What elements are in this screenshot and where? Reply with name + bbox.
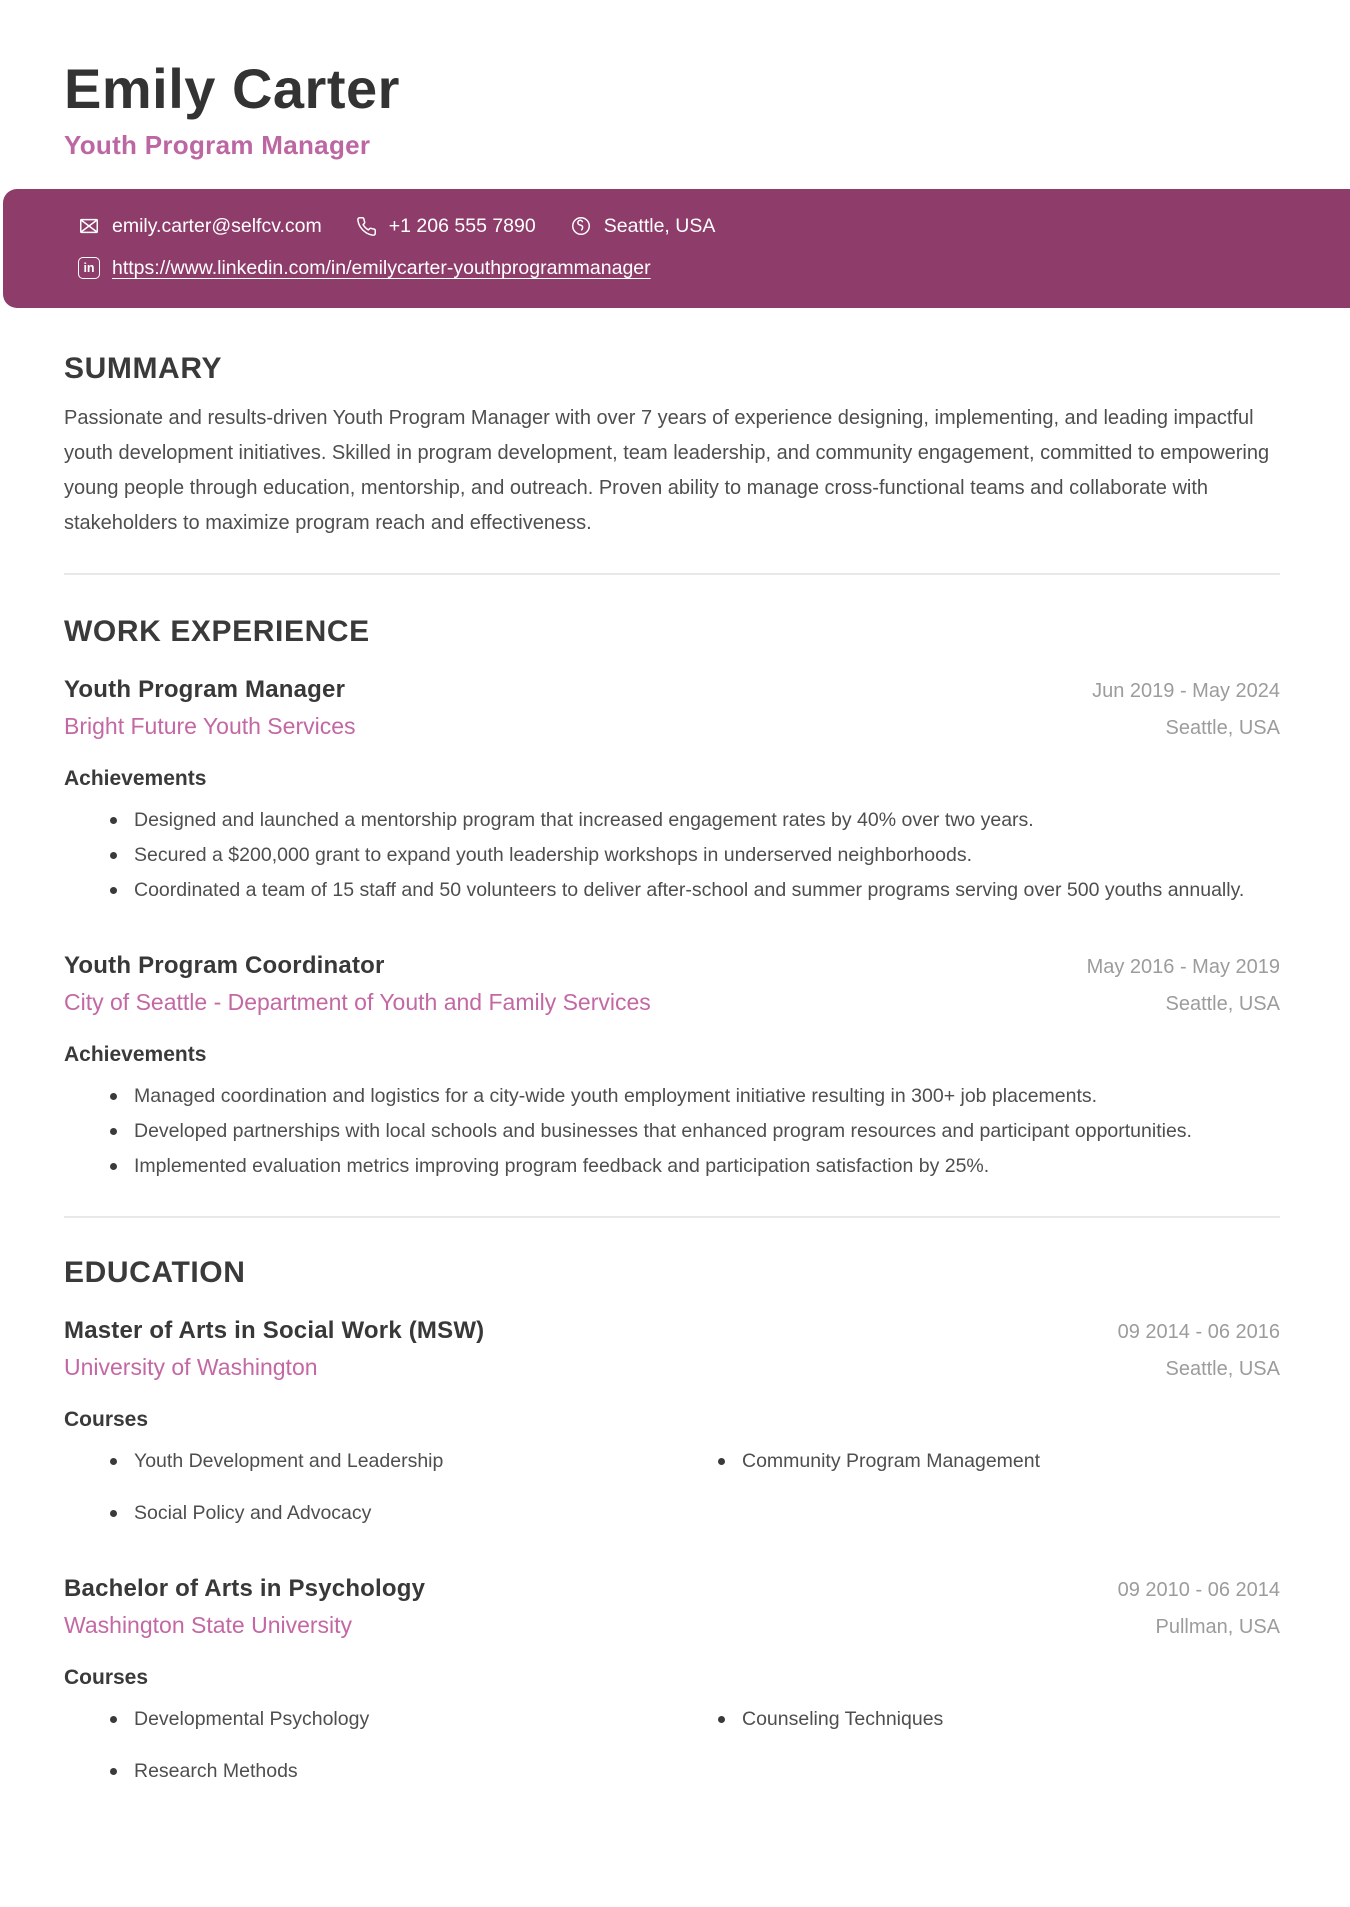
- course-item: Counseling Techniques: [672, 1702, 1280, 1737]
- contact-phone: [356, 215, 536, 238]
- degree-list: [64, 1317, 1280, 1789]
- work-experience-section: [0, 615, 1350, 1184]
- job-title: Youth Program Coordinator: [64, 951, 385, 979]
- globe-icon: [570, 215, 592, 237]
- contact-location: [570, 215, 716, 238]
- section-divider: [64, 573, 1280, 575]
- contact-email-text: emily.carter@selfcv.com: [112, 214, 322, 237]
- course-item: Research Methods: [64, 1754, 672, 1789]
- degree-dates: 09 2014 - 06 2016: [1117, 1320, 1280, 1343]
- achievement-item: Implemented evaluation metrics improving program feedback and participation satisfaction by 25%.: [64, 1149, 1280, 1184]
- course-item: Community Program Management: [672, 1444, 1280, 1479]
- achievement-list: [64, 1079, 1280, 1184]
- achievements-label: Achievements: [64, 766, 207, 790]
- contact-location-text: Seattle, USA: [603, 214, 716, 237]
- achievement-item: Coordinated a team of 15 staff and 50 volunteers to deliver after-school and summer programs serving over 500 youths annually.: [64, 873, 1280, 908]
- person-name: Emily Carter: [64, 57, 400, 120]
- job-company: City of Seattle - Department of Youth and Family Services: [64, 988, 651, 1015]
- education-heading: EDUCATION: [64, 1255, 246, 1289]
- job-title: Youth Program Manager: [64, 675, 346, 703]
- achievement-item: Designed and launched a mentorship program that increased engagement rates by 40% over two years.: [64, 803, 1280, 838]
- achievement-item: Secured a $200,000 grant to expand youth leadership workshops in underserved neighborhoods.: [64, 838, 1280, 873]
- job-dates: Jun 2019 - May 2024: [1092, 679, 1280, 702]
- phone-icon: [356, 216, 377, 237]
- linkedin-link[interactable]: https://www.linkedin.com/in/emilycarter-youthprogrammanager: [112, 256, 651, 279]
- envelope-icon: [78, 215, 100, 237]
- job-location: Seattle, USA: [1165, 992, 1280, 1015]
- linkedin-in-icon: in: [78, 257, 100, 279]
- degree-dates: 09 2010 - 06 2014: [1117, 1578, 1280, 1601]
- courses-label: Courses: [64, 1665, 149, 1689]
- section-divider: [64, 1216, 1280, 1218]
- contact-row-primary: [78, 215, 1310, 238]
- degree-location: Seattle, USA: [1165, 1357, 1280, 1380]
- education-section: [0, 1256, 1350, 1789]
- contact-phone-text: +1 206 555 7890: [388, 214, 536, 237]
- job-list: [64, 676, 1280, 1184]
- summary-heading: SUMMARY: [64, 351, 223, 385]
- course-list: [64, 1702, 1280, 1789]
- job-entry: [64, 952, 1280, 1184]
- job-location: Seattle, USA: [1165, 716, 1280, 739]
- degree-entry: [64, 1317, 1280, 1531]
- resume-header: [0, 0, 1350, 161]
- person-job-title: Youth Program Manager: [64, 129, 371, 160]
- job-entry: [64, 676, 1280, 908]
- course-item: Developmental Psychology: [64, 1702, 672, 1737]
- course-item: Youth Development and Leadership: [64, 1444, 672, 1479]
- job-dates: May 2016 - May 2019: [1086, 955, 1280, 978]
- degree-title: Bachelor of Arts in Psychology: [64, 1574, 426, 1602]
- contact-email: [78, 215, 322, 238]
- degree-school: Washington State University: [64, 1611, 353, 1638]
- course-item: Social Policy and Advocacy: [64, 1496, 672, 1531]
- contact-linkedin: [78, 257, 651, 280]
- achievement-list: [64, 803, 1280, 908]
- achievement-item: Managed coordination and logistics for a city-wide youth employment initiative resulting in 300+ job placements.: [64, 1079, 1280, 1114]
- contact-bar: [3, 189, 1350, 308]
- achievements-label: Achievements: [64, 1042, 207, 1066]
- work-experience-heading: WORK EXPERIENCE: [64, 614, 370, 648]
- job-company: Bright Future Youth Services: [64, 712, 356, 739]
- summary-section: [0, 352, 1350, 541]
- degree-title: Master of Arts in Social Work (MSW): [64, 1316, 485, 1344]
- contact-row-secondary: [78, 257, 1310, 280]
- summary-text: Passionate and results-driven Youth Program Manager with over 7 years of experience designing, implementing, and leading impactful youth development initiatives. Skilled in program development, team leadership, and community engagement, committed to empowering young people through education, mentorship, and outreach. Proven ability to manage cross-functional teams and collaborate with stakeholders to maximize program reach and effectiveness.: [64, 406, 1270, 534]
- degree-entry: [64, 1575, 1280, 1789]
- degree-school: University of Washington: [64, 1353, 318, 1380]
- achievement-item: Developed partnerships with local schools and businesses that enhanced program resources and participant opportunities.: [64, 1114, 1280, 1149]
- course-list: [64, 1444, 1280, 1531]
- degree-location: Pullman, USA: [1155, 1615, 1280, 1638]
- courses-label: Courses: [64, 1407, 149, 1431]
